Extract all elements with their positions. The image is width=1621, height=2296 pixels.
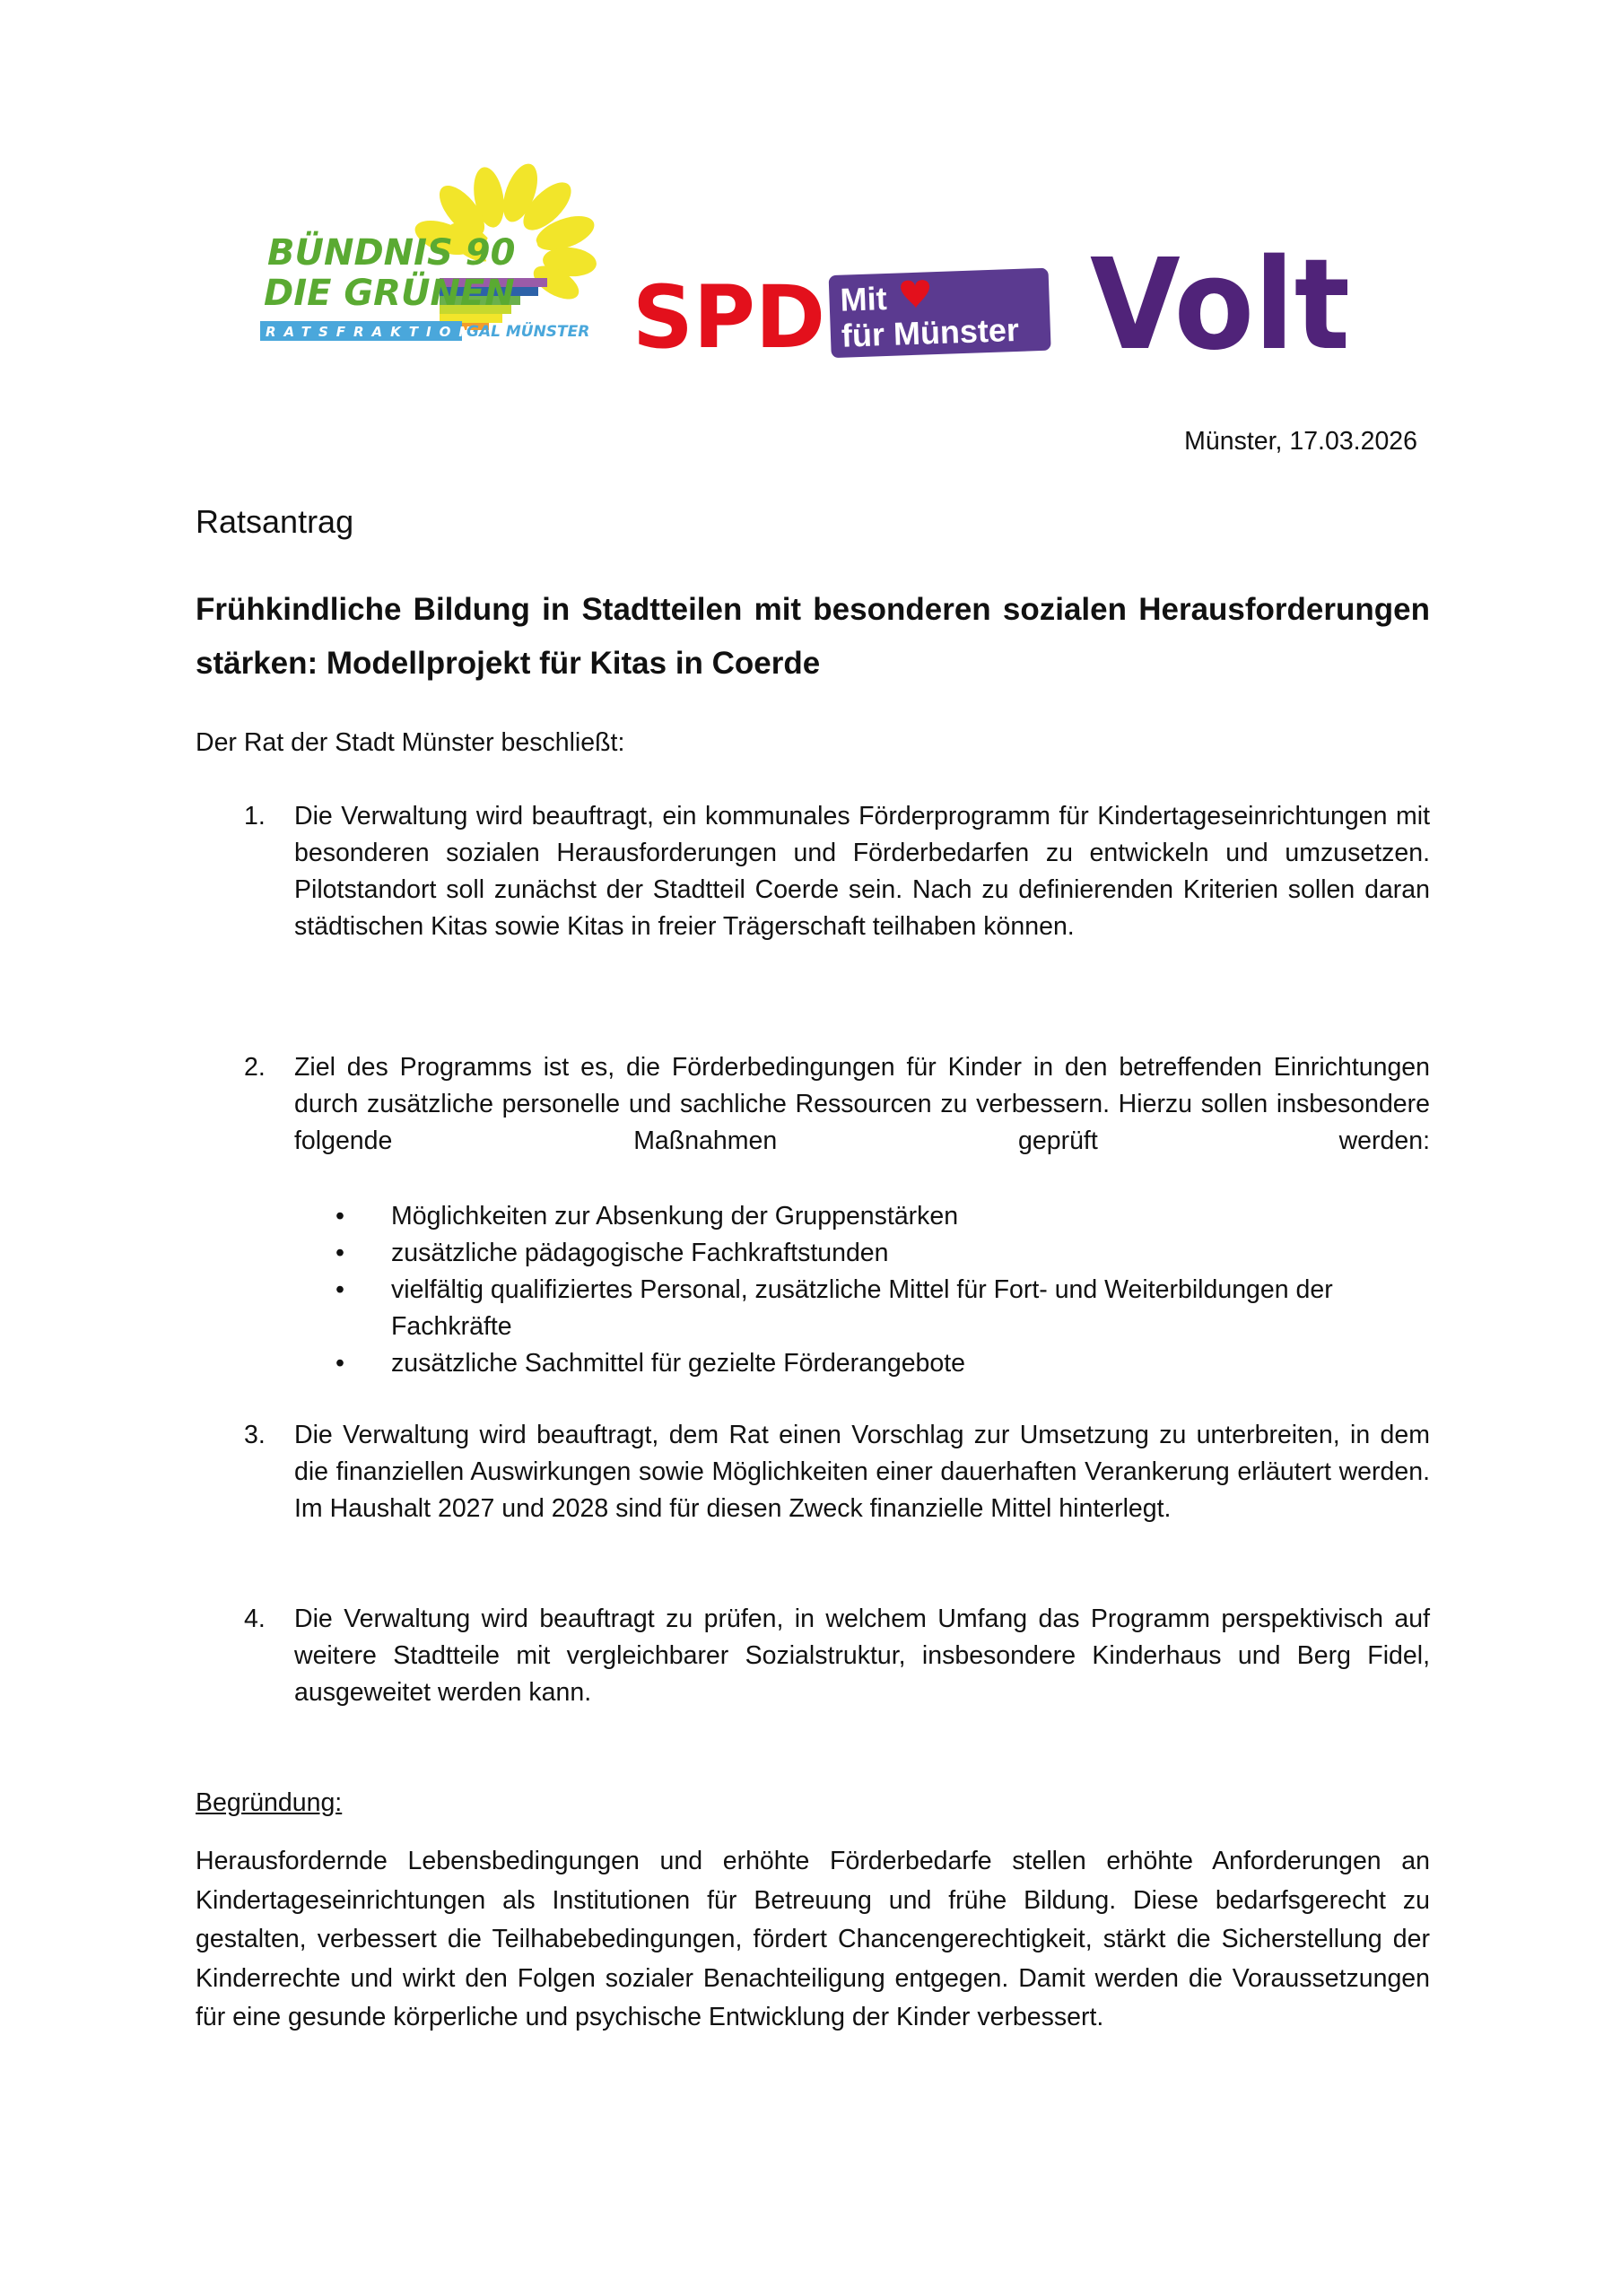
gruene-logo [260,161,601,359]
place-date: Münster, 17.03.2026 [1184,427,1417,456]
list-item [332,1235,1430,1272]
resolution-intro: Der Rat der Stadt Münster beschließt: [196,728,625,757]
measures-list [332,1198,1430,1382]
list-item [332,1272,1430,1345]
document-title: Frühkindliche Bildung in Stadtteilen mit besonderen sozialen Herausforderungen stärken: Modellprojekt für Kitas in Coerde [196,592,1430,681]
item-number: 4. [244,1605,266,1633]
list-item-text: zusätzliche Sachmittel für gezielte Förderangebote [391,1349,966,1378]
item-number: 1. [244,802,266,831]
list-item [332,1198,1430,1235]
spd-logo [632,265,1054,359]
bullet-icon: • [336,1202,344,1231]
bullet-icon: • [336,1239,344,1267]
gruene-line2: DIE GRÜNEN [264,273,515,314]
reasoning-text: Herausfordernde Lebensbedingungen und erhöhte Förderbedarfe stellen erhöhte Anforderungen an Kindertageseinrichtungen als Institutionen für Betreuung und frühe Bildung. Diese bedarfsgerecht zu gestalten, verbessert die Teilhabebedingungen, fördert Chancengerechtigkeit, stärkt die Sicherstellung der Kinderrechte und wirkt den Folgen sozialer Benachteiligung entgegen. Damit werden die Voraussetzungen für eine gesunde körperliche und psychische Entwicklung der Kinder verbessert. [196,1847,1430,2031]
reasoning-heading: Begründung: [196,1788,343,1817]
volt-logo [1090,242,1359,359]
document-type: Ratsantrag [196,503,354,540]
spd-badge-line1: Mit [839,279,888,318]
spd-wordmark: SPD [632,267,825,359]
item-number: 2. [244,1053,266,1082]
item-text: Die Verwaltung wird beauftragt zu prüfen, in welchem Umfang das Programm perspektivisch auf weitere Stadtteile mit vergleichbarer Sozialstruktur, insbesondere Kinderhaus und Berg Fidel, ausgeweitet werden kann. [294,1605,1430,1707]
bullet-icon: • [336,1275,344,1304]
gruene-line1: BÜNDNIS 90 [267,232,516,274]
item-text: Die Verwaltung wird beauftragt, dem Rat einen Vorschlag zur Umsetzung zu unterbreiten, in dem die finanziellen Auswirkungen sowie Möglichkeiten einer dauerhaften Verankerung erläutert werden. Im Haushalt 2027 und 2028 sind für diesen Zweck finanzielle Mittel hinterlegt. [294,1421,1430,1523]
bullet-icon: • [336,1349,344,1378]
item-text: Die Verwaltung wird beauftragt, ein kommunales Förderprogramm für Kindertageseinrichtungen mit besonderen sozialen Herausforderungen und Förderbedarfen zu entwickeln und umzusetzen. Pilotstandort soll zunächst der Stadtteil Coerde sein. Nach zu definierenden Kriterien sollen daran städtischen Kitas sowie Kitas in freier Trägerschaft teilhaben können. [294,802,1430,941]
list-item-text: zusätzliche pädagogische Fachkraftstunden [391,1239,889,1267]
gruene-ratsfraktion: RATSFRAKTION [266,324,478,340]
spd-badge-line2: für Münster [841,310,1020,354]
gruene-gal-muenster: GAL MÜNSTER [466,323,590,341]
list-item-text: Möglichkeiten zur Absenkung der Gruppenstärken [391,1202,959,1231]
volt-wordmark: Volt [1090,242,1350,359]
list-item-text: vielfältig qualifiziertes Personal, zusätzliche Mittel für Fort- und Weiterbildungen der Fachkräfte [391,1275,1333,1341]
item-text: Ziel des Programms ist es, die Förderbedingungen für Kinder in den betreffenden Einrichtungen durch zusätzliche personelle und sachliche Ressourcen zu verbessern. Hierzu sollen insbesondere folgende Maßnahmen geprüft werden: [294,1053,1430,1155]
item-number: 3. [244,1421,266,1449]
list-item [332,1345,1430,1382]
